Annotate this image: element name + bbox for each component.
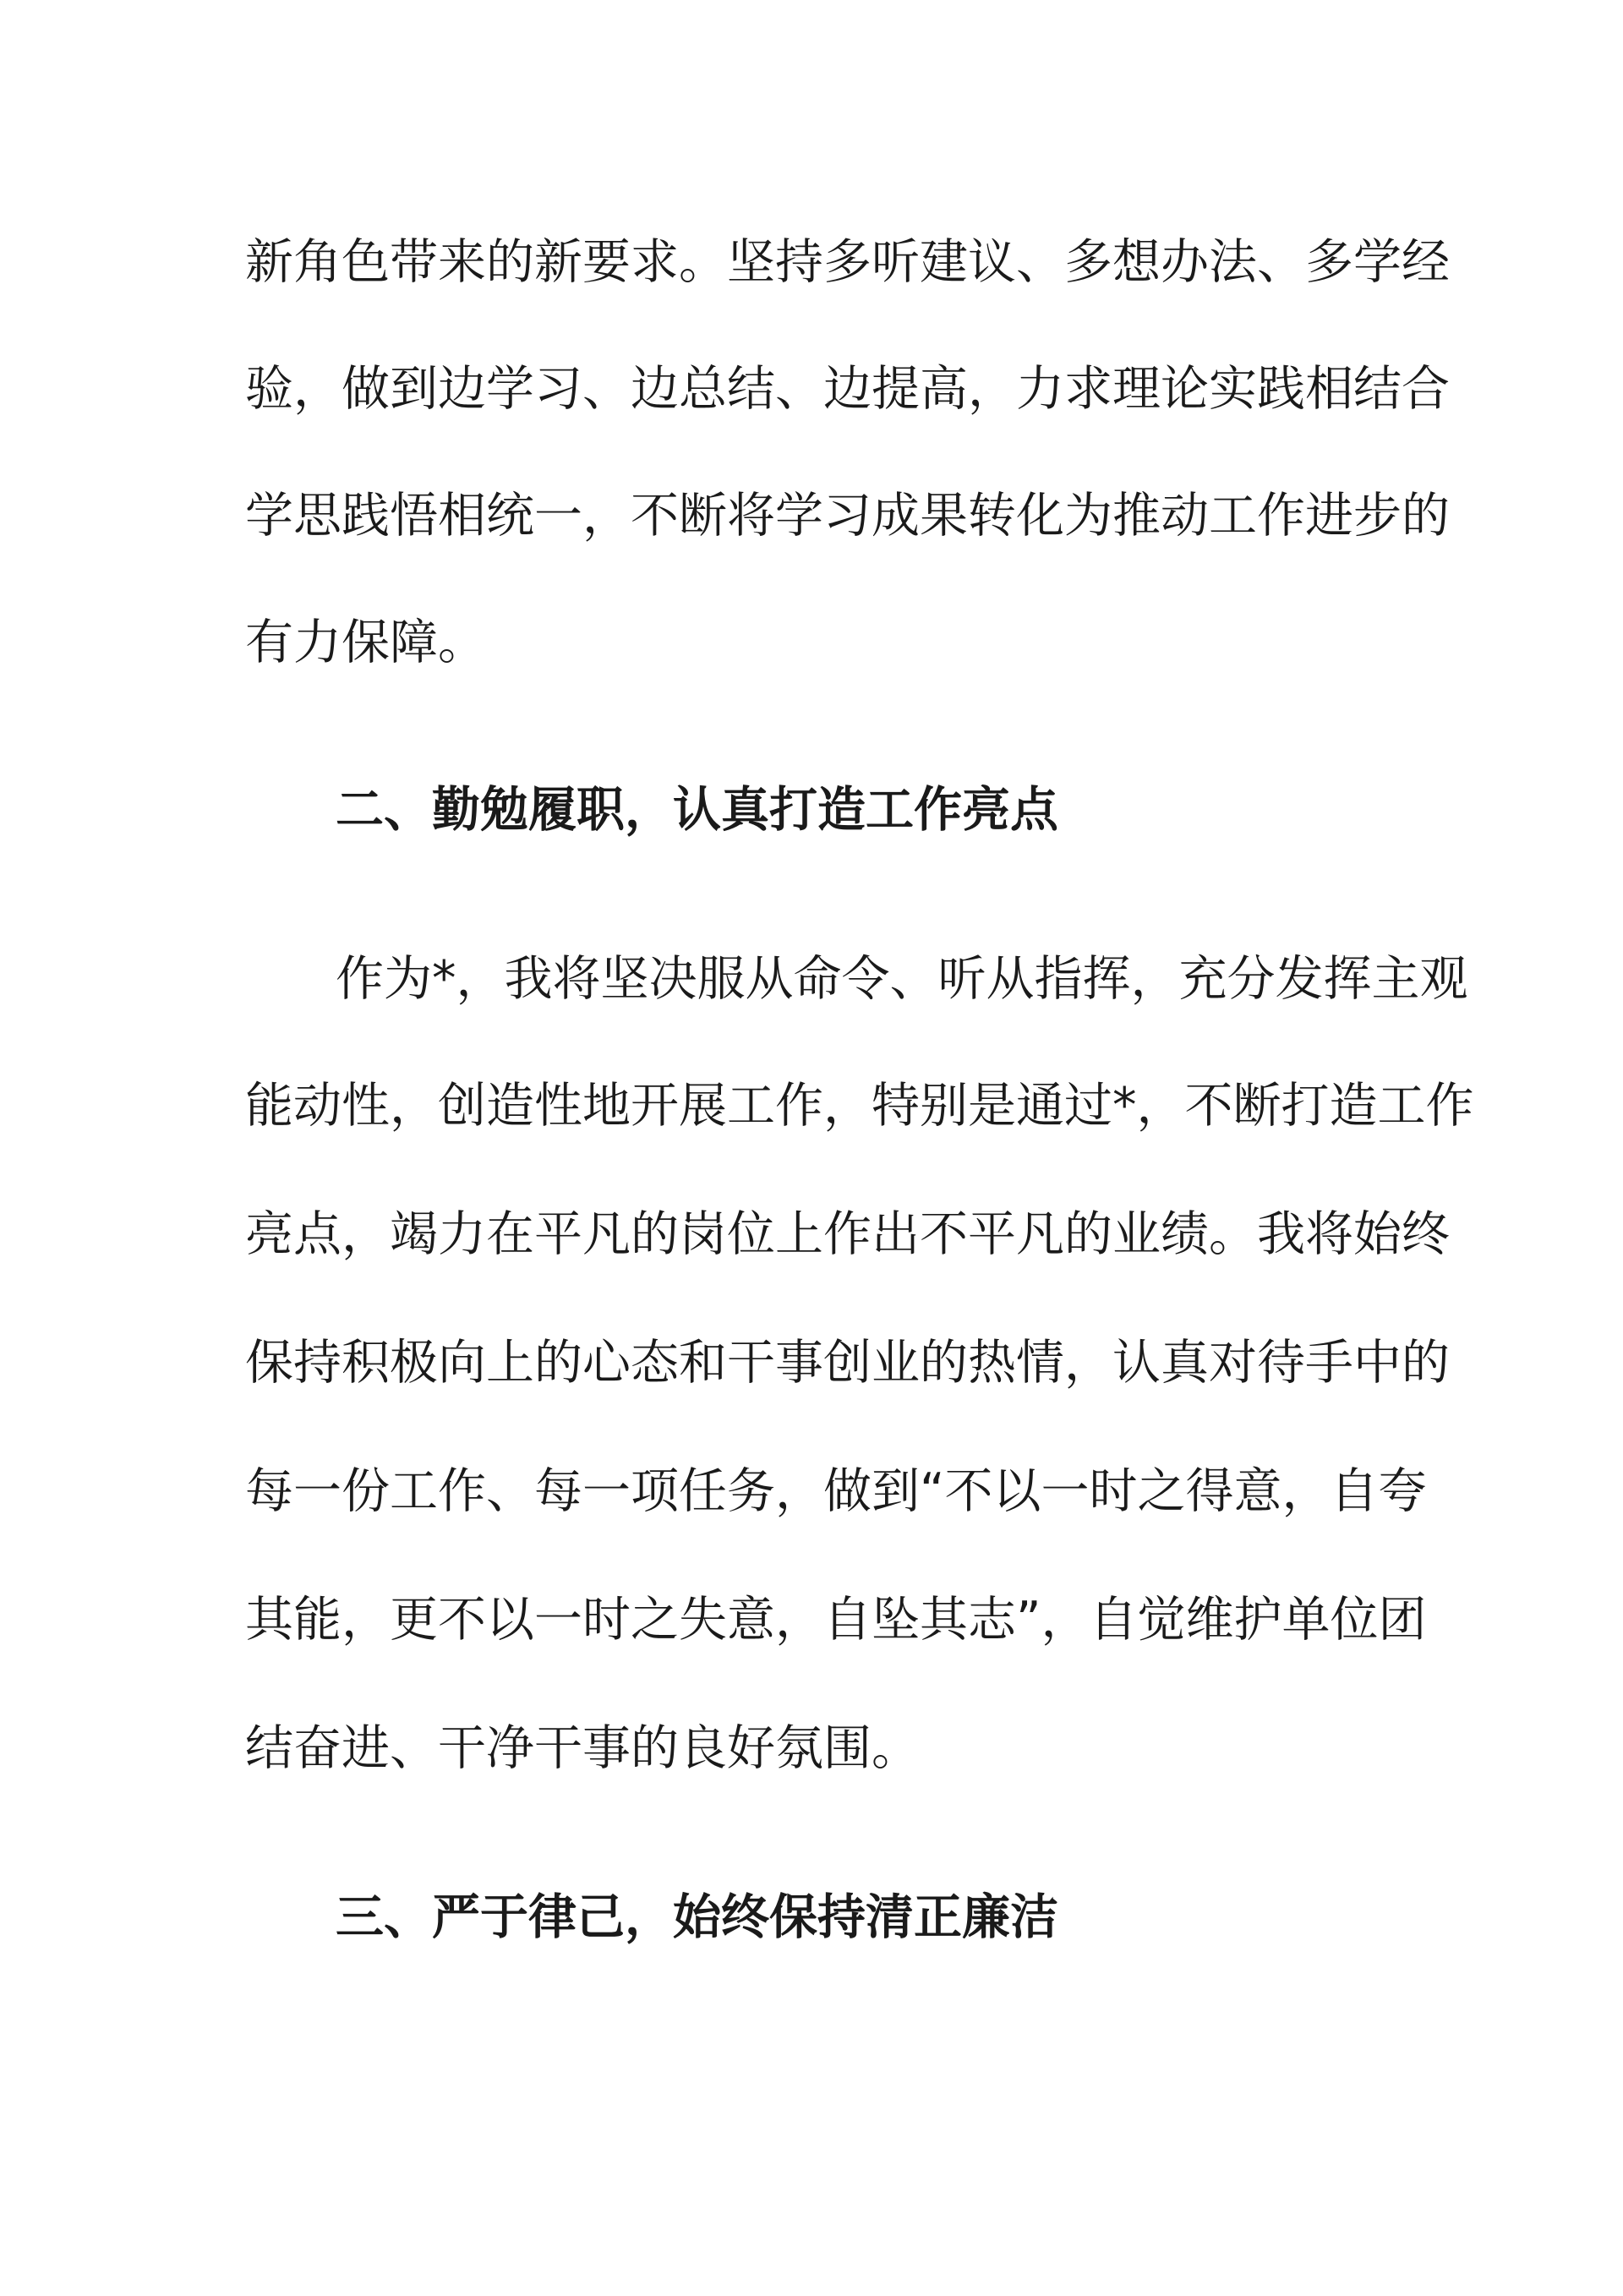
paragraph-line: 能动性，创造性地开展工作，特别是通过*，不断打造工作 <box>245 1078 1474 1134</box>
paragraph-line: 每一份工作、每一项任务，做到“不以一时之得意，自夸 <box>245 1463 1427 1519</box>
paragraph-line: 其能，更不以一时之失意，自坠其志”，自觉维护单位团 <box>245 1592 1427 1648</box>
section-heading: 三、严于律己，始终保持清正廉洁 <box>336 1889 1058 1945</box>
paragraph-line: 结奋进、干净干事的良好氛围。 <box>245 1720 920 1776</box>
paragraph-line: 有力保障。 <box>245 615 486 670</box>
paragraph-line: 保持积极向上的心态和干事创业的热情，认真对待手中的 <box>245 1335 1450 1391</box>
paragraph-line: 新角色带来的新要求。坚持多听建议、多想办法、多学经 <box>245 234 1450 290</box>
paragraph-line: 验，做到边学习、边总结、边提高，力求理论实践相结合 <box>245 361 1450 417</box>
section-heading: 二、勤勉履职，认真打造工作亮点 <box>336 782 1058 838</box>
paragraph-line: 作为*，我将坚决服从命令、听从指挥，充分发挥主观 <box>336 951 1468 1007</box>
paragraph-line: 学思践悟相统一，不断将学习成果转化为推动工作进步的 <box>245 488 1450 544</box>
paragraph-line: 亮点，竭力在平凡的岗位上作出不平凡的业绩。我将始终 <box>245 1206 1450 1262</box>
